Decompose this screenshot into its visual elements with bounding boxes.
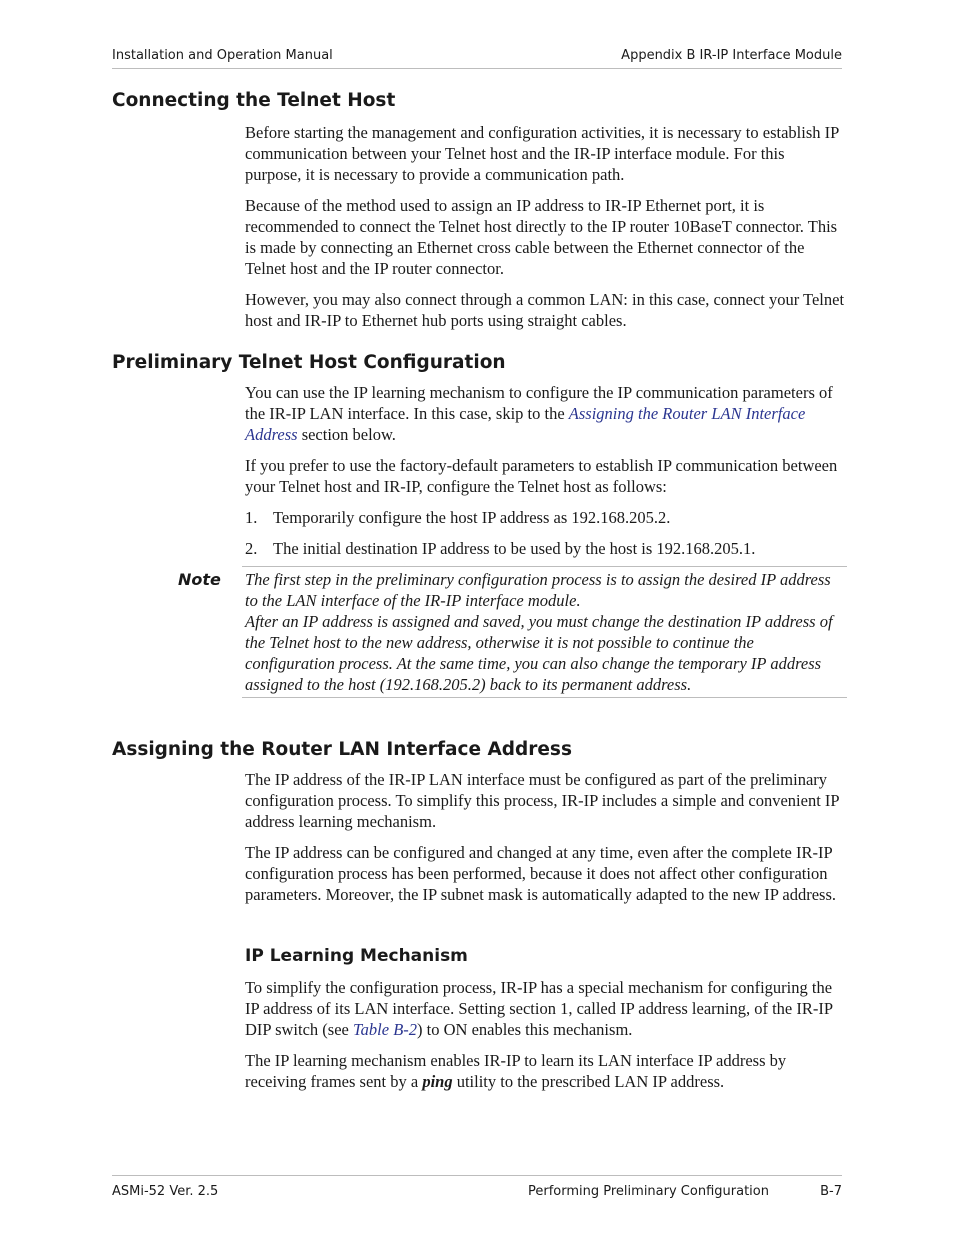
link-assigning-router-lan[interactable]: Assigning the Router LAN Interface Address [245,404,806,444]
paragraph: The IP address can be configured and changed at any time, even after the complete IR-IP configuration process has been performed, because it does not affect other configuration parameters. Moreover, the IP subnet mask is automatically adapted to the new IP address. [245,843,837,904]
note-text: The first step in the preliminary configuration process is to assign the desired IP address to the LAN interface of the IR-IP interface module. After an IP address is assigned and saved, you must change the destination IP address of the Telnet host to the new address, otherwise it is not possible to continue the configuration process. At the same time, you can also change the temporary IP address assigned to the host (192.168.205.2) back to its permanent address. [242,566,847,698]
note-label: Note [178,570,221,589]
paragraph: The IP address of the IR-IP LAN interface must be configured as part of the preliminary configuration process. To simplify this process, IR-IP includes a simple and convenient IP address learning mechanism. [245,770,839,831]
header-manual-title: Installation and Operation Manual [112,48,333,63]
list-item: 1. Temporarily configure the host IP address as 192.168.205.2. [245,508,671,527]
header-appendix-title: Appendix B IR-IP Interface Module [621,48,842,63]
link-table-b2[interactable]: Table B-2 [353,1020,418,1039]
section-connecting-body [245,122,845,341]
page-footer [112,1175,842,1204]
ping-term: ping [422,1072,453,1091]
section-ip-learning-body [245,977,845,1102]
section-preliminary-body [245,382,845,569]
paragraph: To simplify the configuration process, IR-IP has a special mechanism for configuring the IP address of its LAN interface. Setting section 1, called IP address learning, of the IR-IP DIP switch (see Table B-2) to ON enables this mechanism. [245,978,833,1039]
list-item: 2. The initial destination IP address to be used by the host is 192.168.205.1. [245,539,756,558]
heading-connecting-telnet-host: Connecting the Telnet Host [112,90,396,111]
paragraph: Before starting the management and configuration activities, it is necessary to establish IP communication between your Telnet host and the IR-IP interface module. For this purpose, it is necessary to provide a communication path. [245,123,839,184]
paragraph: The IP learning mechanism enables IR-IP to learn its LAN interface IP address by receiving frames sent by a ping utility to the prescribed LAN IP address. [245,1051,787,1091]
heading-preliminary-configuration: Preliminary Telnet Host Configuration [112,352,506,373]
paragraph: However, you may also connect through a common LAN: in this case, connect your Telnet host and IR-IP to Ethernet hub ports using straight cables. [245,290,845,330]
paragraph: Because of the method used to assign an IP address to IR-IP Ethernet port, it is recommended to connect the Telnet host directly to the IP router 10BaseT connector. This is made by connecting an Ethernet cross cable between the Ethernet connector of the Telnet host and the IP router connector. [245,196,838,278]
heading-assigning-router-lan: Assigning the Router LAN Interface Address [112,739,572,760]
paragraph: You can use the IP learning mechanism to configure the IP communication parameters of the IR-IP LAN interface. In this case, skip to the Assigning the Router LAN Interface Address section below. [245,383,833,444]
steps-list [245,507,845,559]
section-assigning-body [245,769,845,915]
heading-ip-learning-mechanism: IP Learning Mechanism [245,946,468,966]
paragraph: If you prefer to use the factory-default parameters to establish IP communication between your Telnet host and IR-IP, configure the Telnet host as follows: [245,456,838,496]
footer-chapter-title: Performing Preliminary Configuration [528,1184,769,1199]
footer-product-version: ASMi-52 Ver. 2.5 [112,1184,219,1199]
page-header [112,48,842,69]
footer-page-number: B-7 [820,1184,842,1199]
